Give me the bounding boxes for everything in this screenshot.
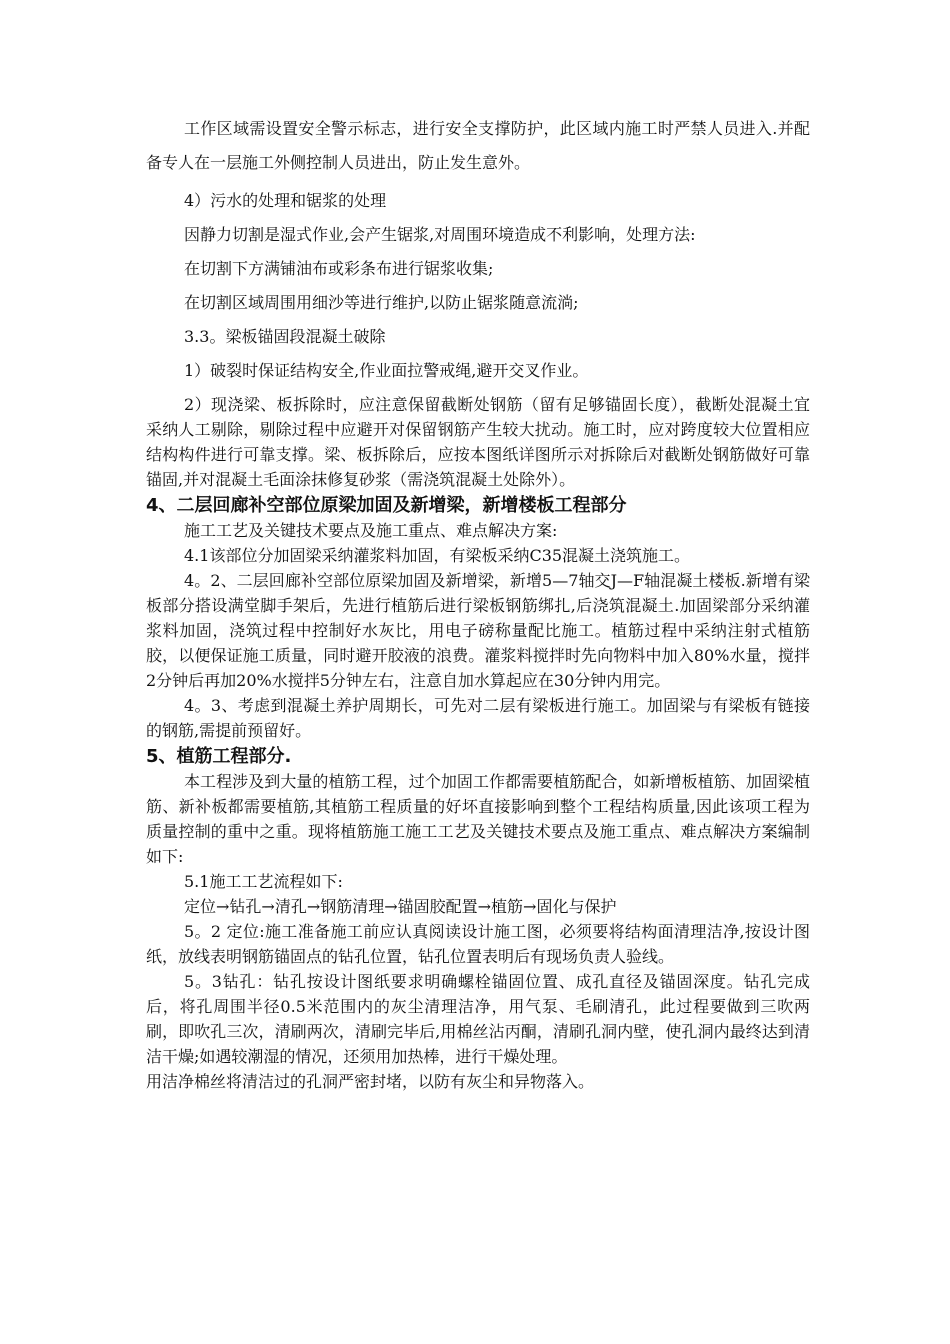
section-4-heading: 4、二层回廊补空部位原梁加固及新增梁，新增楼板工程部分 <box>146 495 627 516</box>
paragraph-4-2: 4。2、二层回廊补空部位原梁加固及新增梁，新增5—7轴交J—F轴混凝土楼板.新增有梁板部分搭设满堂脚手架后，先进行植筋后进行梁板钢筋绑扎,后浇筑混凝土.加固梁部分采纳灌浆料加固，浇筑过程中控制好水灰比，用电子磅称量配比施工。植筋过程中采纳注射式植筋胶，以便保证施工质量，同时避开胶液的浪费。灌浆料搅拌时先向物料中加入80%水量，搅拌2分钟后再加20%水搅拌5分钟左右，注意自加水算起应在30分钟内用完。 <box>146 571 810 690</box>
section-5-heading: 5、植筋工程部分. <box>146 746 292 767</box>
paragraph-wet-cutting: 因静力切割是湿式作业,会产生锯浆,对周围环境造成不利影响，处理方法: <box>184 225 696 244</box>
paragraph-demolition-safety: 1）破裂时保证结构安全,作业面拉警戒绳,避开交叉作业。 <box>184 361 589 380</box>
paragraph-4-intro: 施工工艺及关键技术要点及施工重点、难点解决方案: <box>184 521 558 540</box>
paragraph-4-1: 4.1该部位分加固梁采纳灌浆料加固，有梁板采纳C35混凝土浇筑施工。 <box>184 546 691 565</box>
item-sewage-heading: 4）污水的处理和锯浆的处理 <box>184 191 387 210</box>
paragraph-beam-slab-removal: 2）现浇梁、板拆除时，应注意保留截断处钢筋（留有足够锚固长度），截断处混凝土宜采纳人工剔除，剔除过程中应避开对保留钢筋产生较大扰动。施工时，应对跨度较大位置相应结构构件进行可靠支撑。梁、板拆除后，应按本图纸详图所示对拆除后对截断处钢筋做好可靠锚固,并对混凝土毛面涂抹修复砂浆（需浇筑混凝土处除外）。 <box>146 395 810 489</box>
document-page <box>146 112 810 1094</box>
paragraph-safety-warning: 工作区域需设置安全警示标志，进行安全支撑防护，此区域内施工时严禁人员进入.并配备专人在一层施工外侧控制人员进出，防止发生意外。 <box>146 119 810 172</box>
paragraph-5-2: 5。2 定位:施工准备施工前应认真阅读设计施工图，必须要将结构面清理洁净,按设计图纸，放线表明钢筋锚固点的钻孔位置，钻孔位置表明后有现场负责人验线。 <box>146 922 810 966</box>
paragraph-hole-sealing: 用洁净棉丝将清洁过的孔洞严密封堵，以防有灰尘和异物落入。 <box>146 1072 595 1091</box>
paragraph-5-1: 5.1施工工艺流程如下: <box>184 872 343 891</box>
section-3-3-heading: 3.3。梁板锚固段混凝土破除 <box>184 327 386 346</box>
paragraph-5-intro: 本工程涉及到大量的植筋工程，过个加固工作都需要植筋配合，如新增板植筋、加固梁植筋、新补板都需要植筋,其植筋工程质量的好坏直接影响到整个工程结构质量,因此该项工程为质量控制的重中之重。现将植筋施工施工工艺及关键技术要点及施工重点、难点解决方案编制如下: <box>146 772 810 866</box>
paragraph-slurry-containment: 在切割区域周围用细沙等进行维护,以防止锯浆随意流淌; <box>184 293 579 312</box>
paragraph-slurry-collection: 在切割下方满铺油布或彩条布进行锯浆收集; <box>184 259 494 278</box>
paragraph-process-flow: 定位→钻孔→清孔→钢筋清理→锚固胶配置→植筋→固化与保护 <box>184 897 617 916</box>
paragraph-5-3: 5。3钻孔：钻孔按设计图纸要求明确螺栓锚固位置、成孔直径及锚固深度。钻孔完成后，将孔周围半径0.5米范围内的灰尘清理洁净，用气泵、毛刷清孔，此过程要做到三吹两刷，即吹孔三次，清刷两次，清刷完毕后,用棉丝沾丙酮，清刷孔洞内壁，使孔洞内最终达到清洁干燥;如遇较潮湿的情况，还须用加热棒，进行干燥处理。 <box>146 972 810 1066</box>
paragraph-4-3: 4。3、考虑到混凝土养护周期长，可先对二层有梁板进行施工。加固梁与有梁板有链接的钢筋,需提前预留好。 <box>146 696 810 740</box>
